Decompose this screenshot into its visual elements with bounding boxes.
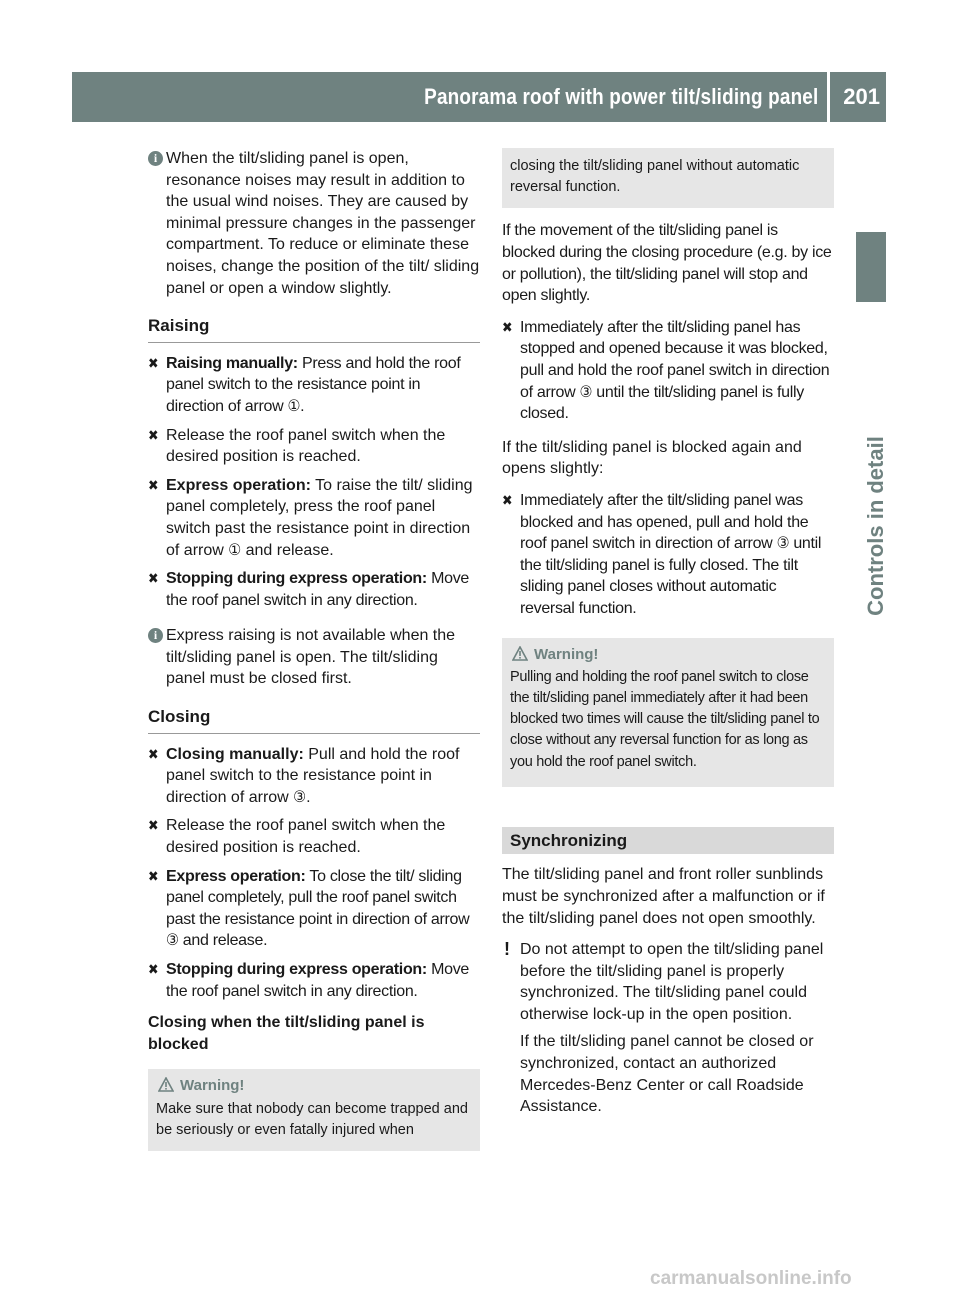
paragraph: If the tilt/sliding panel is blocked again and opens slightly: xyxy=(502,438,802,478)
chapter-tab xyxy=(856,232,886,302)
step-arrow-icon: ✖ xyxy=(148,867,159,884)
chapter-label: Controls in detail xyxy=(863,436,889,616)
step-arrow-icon: ✖ xyxy=(148,961,159,977)
step-arrow-icon: ✖ xyxy=(148,570,159,587)
warning-triangle-icon xyxy=(158,1077,174,1092)
list-item: ✖ Stopping during express operation: Move the roof panel switch in any direction. xyxy=(148,570,470,609)
list-item: ✖ Express operation: To close the tilt/ sliding panel completely, pull the roof panel switch past the resistance point in direction of arrow ③ and release. xyxy=(148,867,470,950)
page-number: 201 xyxy=(843,84,880,109)
info-note: i When the tilt/sliding panel is open, resonance noises may result in addition to the usual wind noises. They are caused by minimal pressure changes in the passenger compartment. To reduce or eliminate these noises, change the position of the tilt/ sliding panel or open a window slightly. xyxy=(148,148,480,299)
warning-title: Warning! xyxy=(156,1075,472,1096)
list-item: ✖ Raising manually: Press and hold the roof panel switch to the resistance point in direction of arrow ①. xyxy=(148,354,461,415)
header-divider xyxy=(827,72,830,122)
warning-triangle-icon xyxy=(512,646,528,661)
section-heading-synchronizing: Synchronizing xyxy=(502,827,834,855)
paragraph: The tilt/sliding panel and front roller sunblinds must be synchronized after a malfunction or if the tilt/sliding panel does not open smoothly. xyxy=(502,866,825,927)
page-title: Panorama roof with power tilt/sliding panel xyxy=(423,84,818,109)
warning-box: Warning! Make sure that nobody can become trapped and be seriously or even fatally injured when xyxy=(148,1069,480,1151)
step-arrow-icon: ✖ xyxy=(148,745,159,762)
list-item: ✖ Immediately after the tilt/sliding panel was blocked and has opened, pull and hold the roof panel switch in direction of arrow ③ until the tilt/sliding panel is fully closed. The tilt sliding panel closes without automatic reversal function. xyxy=(502,491,822,617)
watermark: carmanualsonline.info xyxy=(650,1268,852,1289)
page-header xyxy=(72,72,886,122)
info-note: i Express raising is not available when the tilt/sliding panel is open. The tilt/sliding panel must be closed first. xyxy=(148,625,480,690)
step-arrow-icon: ✖ xyxy=(148,354,159,371)
paragraph: If the movement of the tilt/sliding panel is blocked during the closing procedure (e.g. by ice or pollution), the tilt/sliding panel will stop and open slightly. xyxy=(502,222,832,305)
list-item: ✖ Immediately after the tilt/sliding panel has stopped and opened because it was blocked, pull and hold the roof panel switch in direction of arrow ③ until the tilt/sliding panel is fully closed. xyxy=(502,318,830,423)
list-item: ✖ Closing manually: Pull and hold the roof panel switch to the resistance point in direction of arrow ③. xyxy=(148,745,460,806)
left-column xyxy=(148,148,480,1151)
warning-box: Warning! Pulling and holding the roof panel switch to close the tilt/sliding panel immediately after it had been blocked two times will cause the tilt/sliding panel to close without any reversal function for as long as you hold the roof panel switch. xyxy=(502,638,834,787)
section-heading-closing: Closing xyxy=(148,706,480,734)
list-item: ✖ Express operation: To raise the tilt/ sliding panel completely, press the roof panel switch past the resistance point in direction of arrow ① and release. xyxy=(148,476,473,559)
raising-steps xyxy=(148,353,480,612)
subheading-blocked: Closing when the tilt/sliding panel is blocked xyxy=(148,1014,425,1053)
step-arrow-icon: ✖ xyxy=(148,817,159,834)
warning-title: Warning! xyxy=(510,644,826,665)
exclamation-icon: ! xyxy=(504,939,510,960)
right-column xyxy=(502,148,834,1118)
section-heading-raising: Raising xyxy=(148,315,480,343)
step-arrow-icon: ✖ xyxy=(148,426,159,443)
step-arrow-icon: ✖ xyxy=(502,491,513,508)
notice-note: ! Do not attempt to open the tilt/sliding panel before the tilt/sliding panel is properly synchronized. The tilt/sliding panel could otherwise lock-up in the open position. If the tilt/sliding panel cannot be closed or synchronized, contact an authorized Mercedes-Benz Center or call Roadside Assistance. xyxy=(504,939,824,1116)
list-item: ✖ Stopping during express operation: Move the roof panel switch in any direction. xyxy=(148,961,470,1000)
step-arrow-icon: ✖ xyxy=(148,476,159,493)
list-item: ✖ Release the roof panel switch when the desired position is reached. xyxy=(148,426,446,466)
list-item: ✖ Release the roof panel switch when the desired position is reached. xyxy=(148,817,446,857)
step-arrow-icon: ✖ xyxy=(502,318,513,335)
info-icon: i xyxy=(148,151,163,166)
closing-steps xyxy=(148,744,480,1003)
info-icon: i xyxy=(148,628,163,643)
warning-box-continued: closing the tilt/sliding panel without automatic reversal function. xyxy=(502,148,834,208)
